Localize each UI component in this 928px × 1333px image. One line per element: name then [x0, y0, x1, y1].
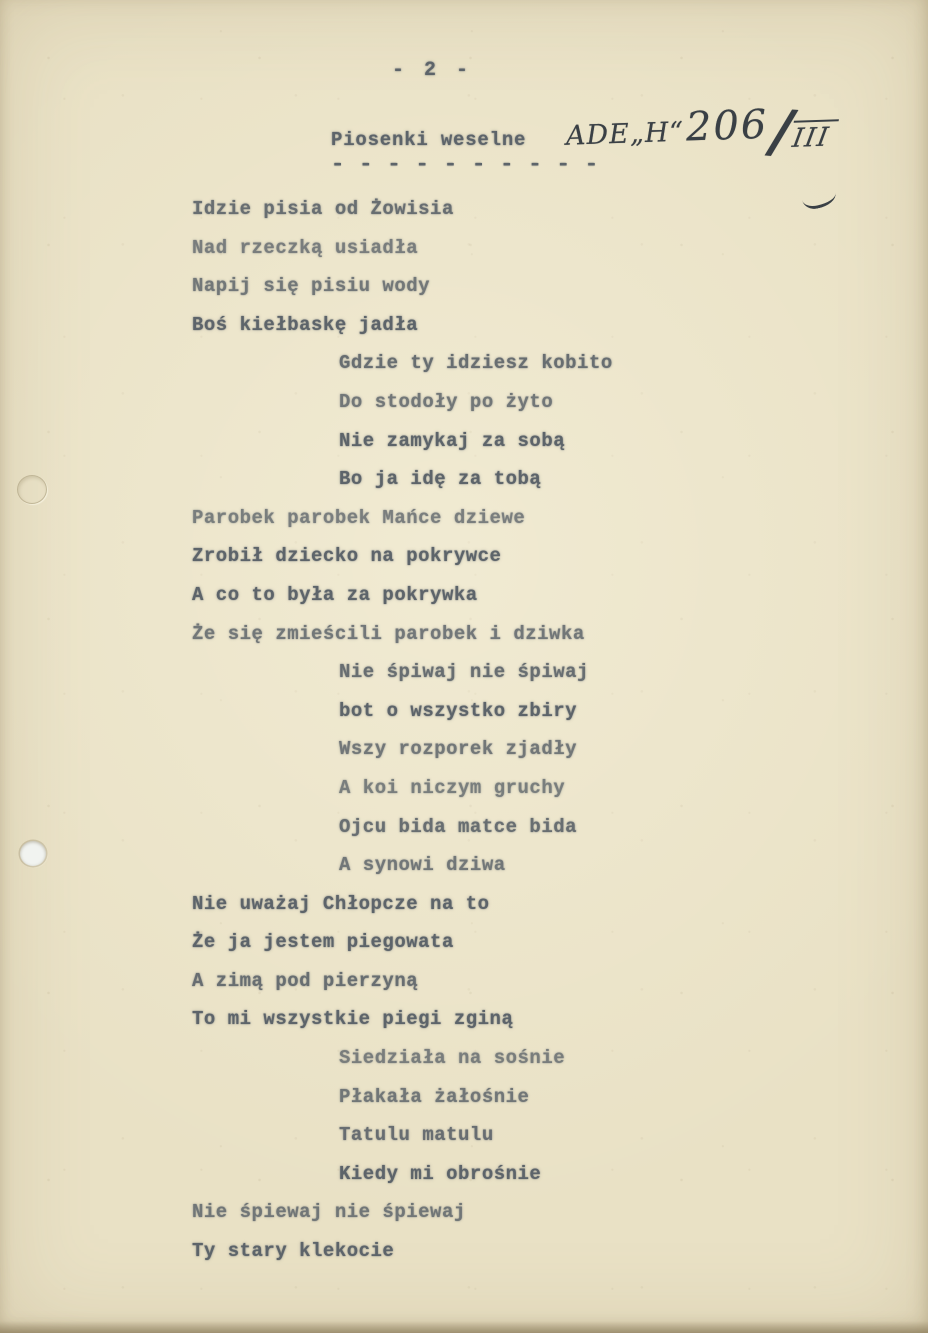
poem-line: Nad rzeczką usiadła [192, 236, 419, 259]
annotation-number: 206 [685, 101, 770, 151]
poem-line: Zrobił dziecko na pokrywce [192, 545, 502, 568]
poem-line: Boś kiełbaskę jadła [192, 313, 419, 336]
poem-line: Ojcu bida matce bida [339, 815, 578, 838]
title-underline: - - - - - - - - - - [331, 154, 599, 177]
poem-line: Idzie pisia od Żowisia [192, 198, 454, 220]
poem-line: A co to była za pokrywka [192, 583, 478, 606]
poem-line: Siedziała na sośnie [339, 1047, 566, 1070]
poem-line: Że się zmieścili parobek i dziwka [192, 622, 585, 645]
page-title: Piosenki weselne [331, 129, 527, 151]
poem-line: Kiedy mi obrośnie [339, 1162, 542, 1185]
page-number: - 2 - [392, 59, 473, 82]
poem-line: Gdzie ty idziesz kobito [339, 352, 613, 375]
handwritten-annotation [565, 95, 839, 172]
poem-line: bot o wszystko zbiry [339, 699, 578, 722]
annotation-prefix: ADE„H“ [565, 116, 685, 152]
poem-line: Że ja jestem piegowata [192, 931, 454, 954]
poem-line: Nie uważaj Chłopcze na to [192, 892, 490, 915]
poem-line: Nie śpiwaj nie śpiwaj [339, 661, 589, 684]
poem-line: Wszy rozporek zjadły [339, 738, 578, 761]
poem-line: A synowi dziwa [339, 854, 506, 877]
punch-hole [20, 841, 46, 866]
poem-line: Bo ja idę za tobą [339, 468, 542, 491]
poem-line: Tatulu matulu [339, 1124, 494, 1147]
poem-line: Nie śpiewaj nie śpiewaj [192, 1201, 466, 1224]
poem-line: To mi wszystkie piegi zginą [192, 1008, 514, 1031]
poem-line: Do stodoły po żyto [339, 390, 554, 413]
poem-line: Parobek parobek Mańce dziewe [192, 506, 526, 529]
poem-line: Nie zamykaj za sobą [339, 429, 566, 452]
poem-line: Ty stary klekocie [192, 1240, 395, 1263]
poem-line: A zimą pod pierzyną [192, 969, 419, 992]
poem-line: Napij się pisiu wody [192, 275, 431, 298]
annotation-slash: / [768, 96, 795, 166]
title-block [331, 129, 599, 177]
punch-hole-embossed [17, 475, 47, 504]
annotation-roman-numeral: III [788, 119, 839, 154]
poem [192, 190, 832, 1271]
poem-line: A koi niczym gruchy [339, 776, 566, 799]
poem-line: Płakała żałośnie [339, 1085, 530, 1108]
